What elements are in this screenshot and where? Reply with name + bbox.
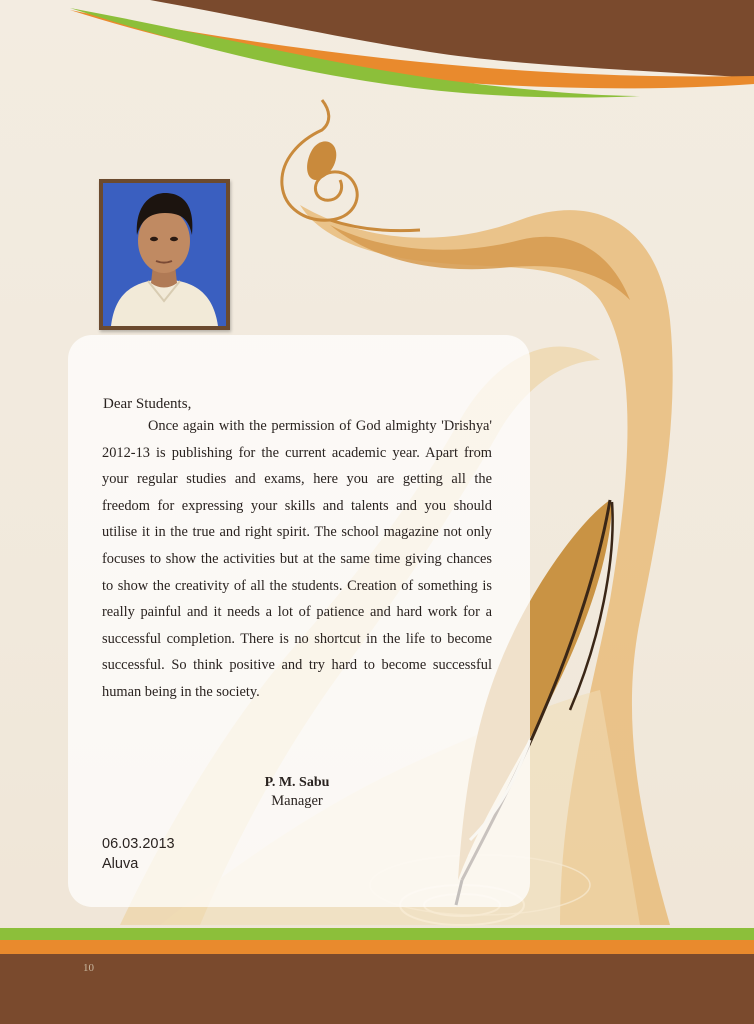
date-place-block bbox=[102, 834, 175, 874]
signatory-title: Manager bbox=[271, 793, 323, 809]
signatory-name: P. M. Sabu bbox=[264, 775, 330, 790]
letter-place: Aluva bbox=[102, 856, 139, 872]
portrait-image bbox=[103, 183, 226, 326]
swirl-ornament-icon bbox=[282, 100, 420, 231]
letter-body: Once again with the permission of God almighty 'Drishya' 2012-13 is publishing for the current academic year. Apart from your regular studies and exams, here you are getting all the freedom for expressing your skills and talents and you should utilise it in the true and right spirit. The school magazine not only focuses to show the activities but at the same time giving chances to show the creativity of all the students. Creation of something is really painful and it needs a lot of patience and hard work for a successful completion. There is no shortcut in the life to become successful. So think positive and try hard to become successful human being in the society. bbox=[102, 418, 492, 700]
page-number: 10 bbox=[83, 962, 94, 974]
signature-block bbox=[230, 773, 364, 811]
letter-date: 06.03.2013 bbox=[102, 836, 175, 852]
manager-portrait-photo bbox=[99, 179, 230, 330]
letter-greeting: Dear Students, bbox=[103, 396, 192, 412]
